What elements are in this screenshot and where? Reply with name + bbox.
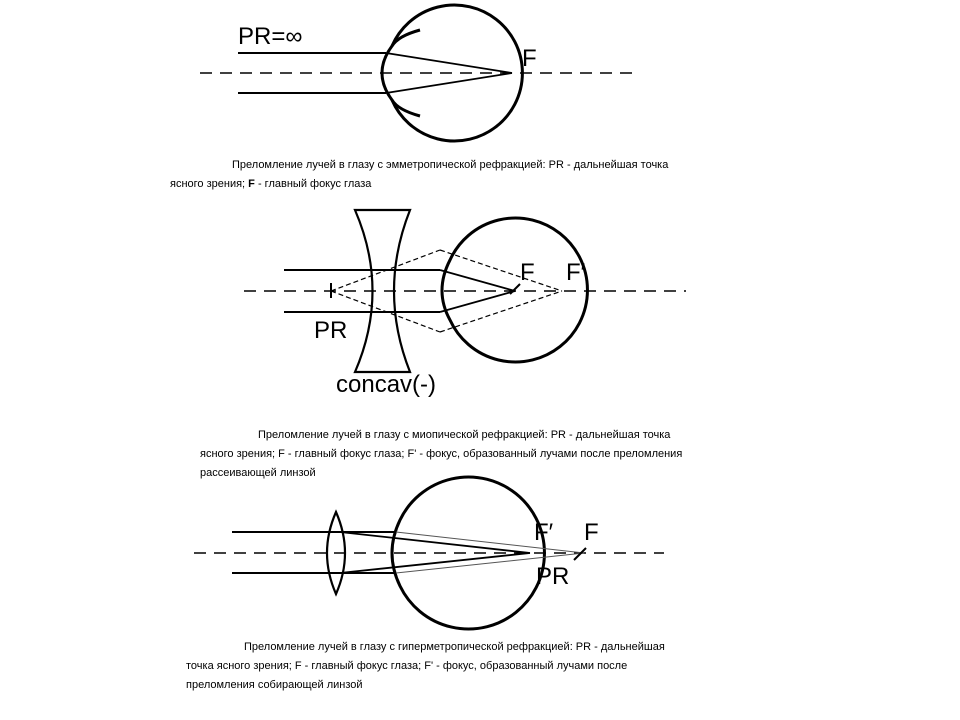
caption-myopia-line3: рассеивающей линзой [200,467,316,479]
refracted-ray-top [386,53,512,73]
converged-ray-top [340,532,530,553]
caption-hyperopia-line1: Преломление лучей в глазу с гиперметропической рефракцией: PR - дальнейшая [244,641,665,653]
caption-hyperopia-line2: точка ясного зрения; F - главный фокус глаза; F' - фокус, образованный лучами после [186,660,628,672]
caption-text: ясного зрения; [170,178,249,190]
caption-hyperopia-line3: преломления собирающей линзой [186,679,363,691]
hyperopia-diagram [194,477,664,629]
diverged-ray-bottom [440,291,562,332]
pr-label: PR [536,563,570,590]
caption-emmetropia-line1: Преломление лучей в глазу с эмметропической рефракцией: PR - дальнейшая точка [232,159,669,171]
refracted-ray-bottom [386,73,512,93]
pr-infinity-label: PR=∞ [238,23,303,50]
focus-label: F [522,45,537,72]
caption-myopia-line1: Преломление лучей в глазу с миопической рефракцией: PR - дальнейшая точка [258,429,671,441]
inner-ray-top [440,270,515,291]
unaided-ray-top [396,532,584,553]
myopia-diagram [244,210,686,372]
focus-prime-label: F′ [566,259,586,286]
caption-bold-f: F [248,178,255,190]
caption-text: - главный фокус глаза [254,178,372,190]
focus-marker [510,284,520,294]
converged-ray-bottom [340,553,530,573]
inner-ray-bottom [440,291,515,312]
diverged-ray-top [440,250,562,291]
concave-lens [355,210,410,372]
caption-myopia-line2: ясного зрения; F - главный фокус глаза; F' - фокус, образованный лучами после преломления [200,448,683,460]
focus-label: F [584,519,599,546]
caption-emmetropia-line2 [170,177,371,192]
pr-label: PR [314,317,348,344]
focus-prime-label: F′ [534,519,554,546]
lens-label: concav(-) [336,371,437,398]
focus-label: F [520,259,535,286]
